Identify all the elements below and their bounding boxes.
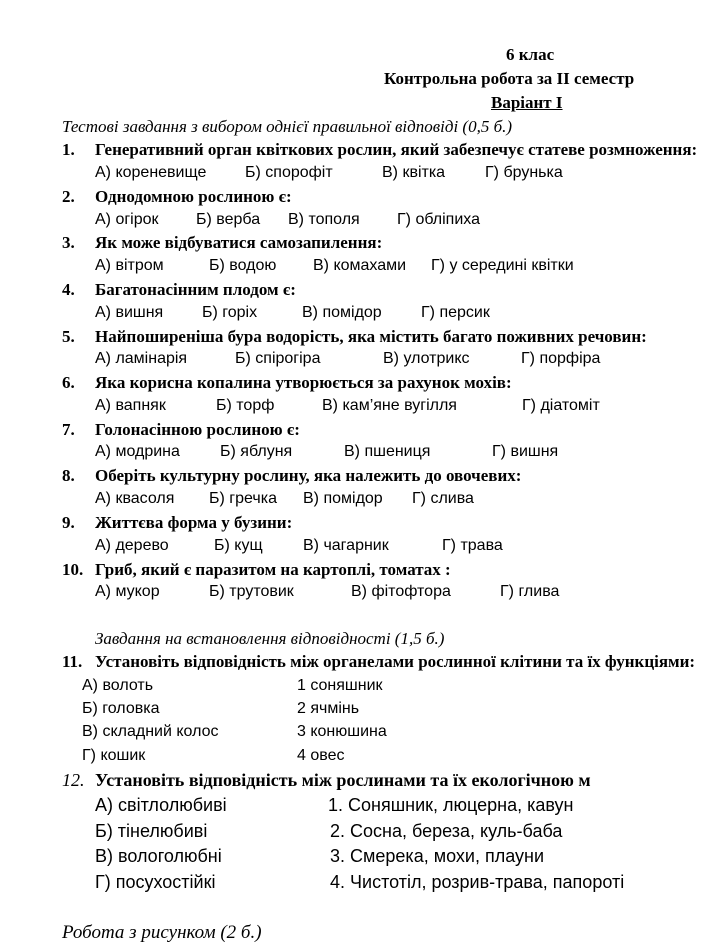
q12-right-1: 1. Соняшник, люцерна, кавун: [328, 795, 574, 815]
option-b[interactable]: Б) трутовик: [209, 583, 294, 600]
q11-left-b: Б) головка: [82, 700, 160, 717]
q12-right-2: 2. Сосна, береза, куль-баба: [330, 821, 563, 841]
question-9: [62, 513, 292, 533]
option-a[interactable]: А) ламінарія: [95, 350, 188, 367]
option-a[interactable]: А) модрина: [95, 443, 180, 460]
question-number: 8.: [62, 466, 75, 485]
q11-right-1: 1 соняшник: [297, 677, 383, 694]
question-number: 11.: [62, 652, 83, 671]
option-a[interactable]: А) квасоля: [95, 490, 175, 507]
option-g[interactable]: Г) трава: [442, 537, 503, 554]
option-v[interactable]: В) комахами: [313, 257, 407, 274]
question-4: [62, 280, 296, 300]
section-title-picture-work: Робота з рисунком (2 б.): [62, 922, 262, 943]
option-v[interactable]: В) помідор: [302, 304, 382, 321]
question-text: Установіть відповідність між органелами рослинної клітини та їх функціями:: [95, 652, 696, 671]
question-number: 7.: [62, 420, 75, 439]
question-text: Генеративний орган квіткових рослин, який забезпечує статеве розмноження:: [95, 140, 698, 159]
option-a[interactable]: А) мукор: [95, 583, 160, 600]
question-number: 10.: [62, 560, 84, 579]
question-text: Однодомною рослиною є:: [95, 187, 292, 206]
question-12: [62, 770, 591, 791]
question-2: [62, 187, 292, 207]
question-7: [62, 420, 300, 440]
q12-left-b: Б) тінелюбиві: [95, 821, 208, 841]
option-a[interactable]: А) дерево: [95, 537, 169, 554]
option-b[interactable]: Б) кущ: [214, 537, 263, 554]
option-a[interactable]: А) вапняк: [95, 397, 166, 414]
q12-left-v: В) вологолюбні: [95, 846, 222, 866]
option-g[interactable]: Г) у середині квітки: [431, 257, 574, 274]
option-g[interactable]: Г) слива: [412, 490, 474, 507]
question-text: Життєва форма у бузини:: [95, 513, 293, 532]
question-number: 12.: [62, 770, 85, 790]
variant-label: Варіант І: [491, 93, 563, 112]
option-g[interactable]: Г) глива: [500, 583, 560, 600]
question-text: Оберіть культурну рослину, яка належить до овочевих:: [95, 466, 522, 485]
q12-right-3: 3. Смерека, мохи, плауни: [330, 846, 544, 866]
q11-left-g: Г) кошик: [82, 747, 146, 764]
option-v[interactable]: В) кам’яне вугілля: [322, 397, 457, 414]
q11-right-2: 2 ячмінь: [297, 700, 360, 717]
option-b[interactable]: Б) верба: [196, 211, 261, 228]
option-b[interactable]: Б) спорофіт: [245, 164, 333, 181]
question-10: [62, 560, 451, 580]
question-number: 1.: [62, 140, 75, 159]
q11-left-a: А) волоть: [82, 677, 154, 694]
question-text: Голонасінною рослиною є:: [95, 420, 300, 439]
question-text: Установіть відповідність між рослинами та їх екологічною м: [95, 770, 591, 790]
option-a[interactable]: А) вітром: [95, 257, 164, 274]
question-1: [62, 140, 697, 160]
option-g[interactable]: Г) діатоміт: [522, 397, 600, 414]
grade-label: 6 клас: [506, 45, 555, 64]
option-v[interactable]: В) фітофтора: [351, 583, 451, 600]
option-b[interactable]: Б) яблуня: [220, 443, 293, 460]
option-g[interactable]: Г) персик: [421, 304, 490, 321]
question-text: Найпоширеніша бура водорість, яка містить багато поживних речовин:: [95, 327, 647, 346]
question-number: 5.: [62, 327, 75, 346]
question-number: 2.: [62, 187, 75, 206]
section-title-single-choice: Тестові завдання з вибором однієї правильної відповіді (0,5 б.): [62, 117, 513, 136]
test-title: Контрольна робота за ІІ семестр: [384, 69, 635, 88]
option-g[interactable]: Г) порфіра: [521, 350, 601, 367]
question-text: Як може відбуватися самозапилення:: [95, 233, 383, 252]
question-number: 4.: [62, 280, 75, 299]
question-5: [62, 327, 647, 347]
q12-left-g: Г) посухостійкі: [95, 872, 216, 892]
option-v[interactable]: В) пшениця: [344, 443, 431, 460]
q12-right-4: 4. Чистотіл, розрив-трава, папороті: [330, 872, 625, 892]
question-number: 3.: [62, 233, 75, 252]
question-text: Багатонасінним плодом є:: [95, 280, 296, 299]
question-11: [62, 652, 695, 672]
option-b[interactable]: Б) гречка: [209, 490, 277, 507]
section-title-matching: Завдання на встановлення відповідності (1,5 б.): [95, 629, 445, 648]
option-b[interactable]: Б) спірогіра: [235, 350, 321, 367]
option-b[interactable]: Б) торф: [216, 397, 275, 414]
q12-left-a: А) світлолюбиві: [95, 795, 227, 815]
question-3: [62, 233, 382, 253]
option-b[interactable]: Б) горіх: [202, 304, 258, 321]
question-number: 6.: [62, 373, 75, 392]
option-g[interactable]: Г) брунька: [485, 164, 563, 181]
option-v[interactable]: В) тополя: [288, 211, 360, 228]
q11-right-4: 4 овес: [297, 747, 345, 764]
option-a[interactable]: А) кореневище: [95, 164, 207, 181]
option-g[interactable]: Г) обліпиха: [397, 211, 480, 228]
q11-left-v: В) складний колос: [82, 723, 219, 740]
option-v[interactable]: В) улотрикс: [383, 350, 470, 367]
option-v[interactable]: В) помідор: [303, 490, 383, 507]
question-6: [62, 373, 512, 393]
option-b[interactable]: Б) водою: [209, 257, 277, 274]
question-text: Яка корисна копалина утворюється за рахунок мохів:: [95, 373, 512, 392]
option-v[interactable]: В) квітка: [382, 164, 446, 181]
option-g[interactable]: Г) вишня: [492, 443, 559, 460]
question-8: [62, 466, 521, 486]
option-a[interactable]: А) огірок: [95, 211, 159, 228]
question-number: 9.: [62, 513, 75, 532]
option-a[interactable]: А) вишня: [95, 304, 164, 321]
option-v[interactable]: В) чагарник: [303, 537, 389, 554]
q11-right-3: 3 конюшина: [297, 723, 387, 740]
question-text: Гриб, який є паразитом на картоплі, томатах :: [95, 560, 451, 579]
